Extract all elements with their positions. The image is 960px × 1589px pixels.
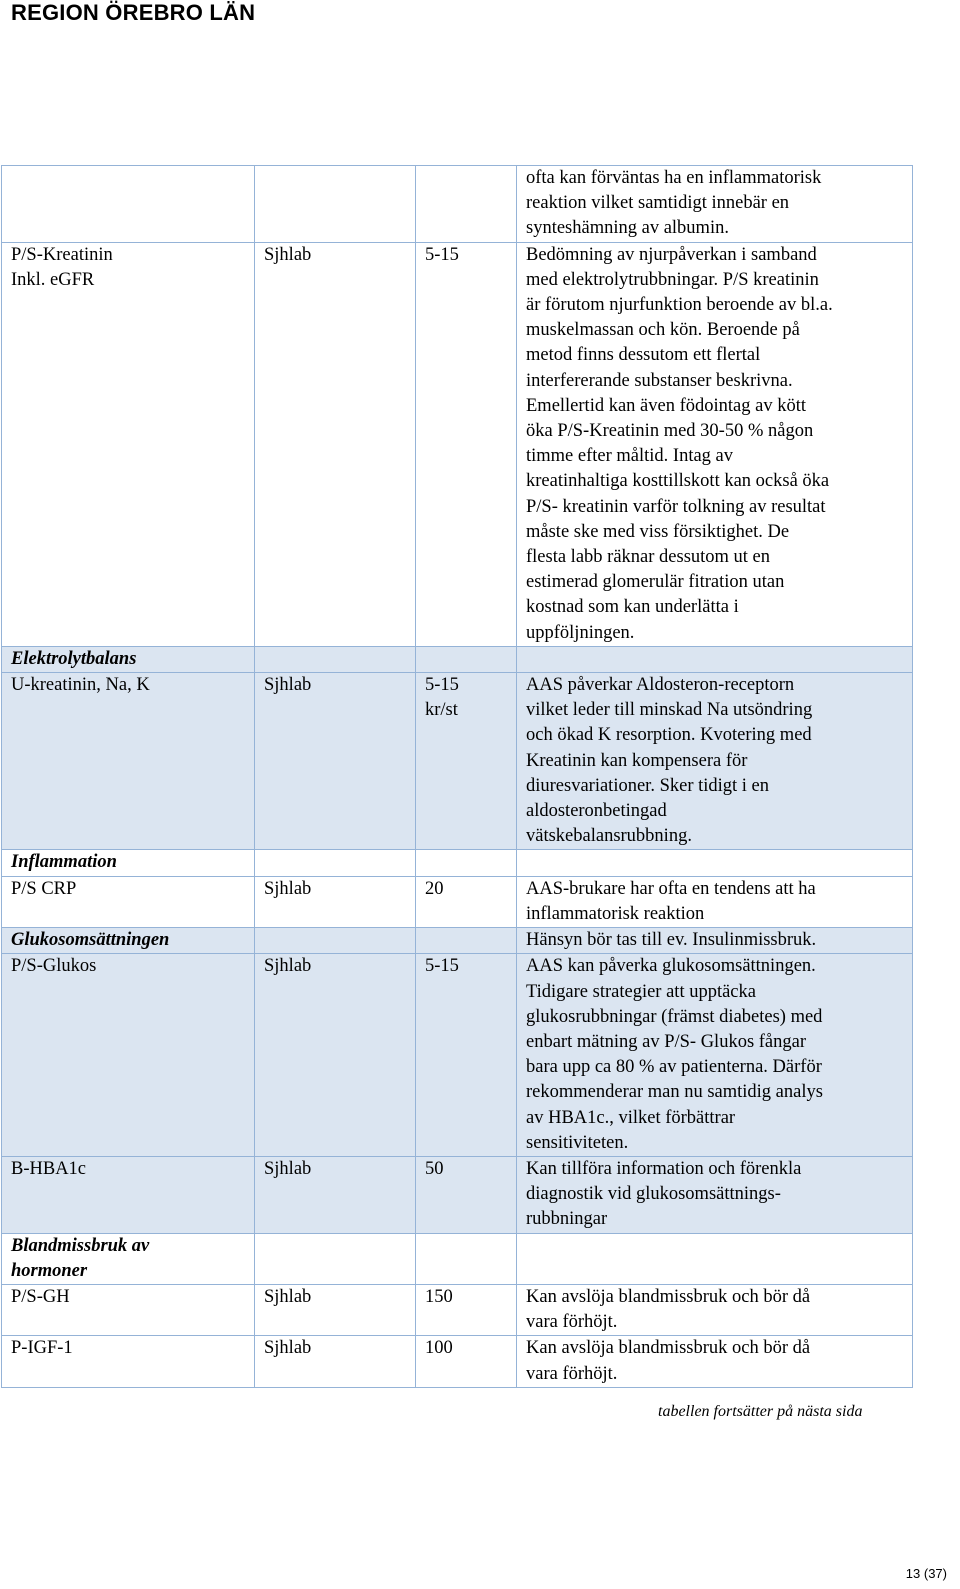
analysis-name-cell xyxy=(2,242,255,646)
analysis-name-text: P/S CRP xyxy=(11,878,77,899)
lab-cell xyxy=(255,850,416,876)
lab-cell xyxy=(255,242,416,646)
comment-cell xyxy=(517,1336,913,1387)
price-cell xyxy=(416,673,517,850)
page-header-title: REGION ÖREBRO LÄN xyxy=(11,0,256,25)
lab-text: Sjhlab xyxy=(264,1286,312,1307)
lab-text: Sjhlab xyxy=(264,1338,312,1359)
category-heading: Elektrolytbalans xyxy=(11,648,137,669)
analysis-table xyxy=(1,165,913,1388)
price-cell xyxy=(416,1336,517,1387)
price-cell xyxy=(416,850,517,876)
price-text: 50 xyxy=(425,1158,444,1179)
continuation-note: tabellen fortsätter på nästa sida xyxy=(658,1403,863,1420)
category-heading: Blandmissbruk av hormoner xyxy=(11,1235,150,1281)
table-row xyxy=(2,1284,913,1335)
comment-text: ofta kan förväntas ha en inflammatorisk reaktion vilket samtidigt innebär en synteshämning av albumin. xyxy=(526,168,822,239)
comment-text: Hänsyn bör tas till ev. Insulinmissbruk. xyxy=(526,930,817,951)
price-text: 5-15 xyxy=(425,244,459,265)
comment-text: AAS kan påverka glukosomsättningen. Tidigare strategier att upptäcka glukosrubbningar (främst diabetes) med enbart mätning av P/S- Glukos fångar bara upp ca 80 % av patienterna. Därför rekommenderar man nu samtidig analys av HBA1c., vilket förbättrar sensitiviteten. xyxy=(526,956,823,1153)
comment-cell xyxy=(517,954,913,1157)
analysis-name-cell xyxy=(2,673,255,850)
lab-text: Sjhlab xyxy=(264,878,312,899)
analysis-name-text: P/S-Glukos xyxy=(11,956,97,977)
analysis-name-cell xyxy=(2,646,255,672)
lab-cell xyxy=(255,928,416,954)
analysis-name-cell xyxy=(2,954,255,1157)
lab-cell xyxy=(255,876,416,927)
analysis-name-cell xyxy=(2,166,255,243)
comment-text: AAS påverkar Aldosteron-receptorn vilket leder till minskad Na utsöndring och ökad K resorption. Kvotering med Kreatinin kan kompensera för diuresvariationer. Sker tidigt i en aldosteronbetingad vätskebalansrubbning. xyxy=(526,675,813,847)
price-cell xyxy=(416,1284,517,1335)
analysis-table-body xyxy=(2,166,913,1388)
price-text: 20 xyxy=(425,878,444,899)
lab-text: Sjhlab xyxy=(264,675,312,696)
price-text: 5-15 xyxy=(425,956,459,977)
analysis-name-text: P/S-Kreatinin Inkl. eGFR xyxy=(11,244,113,290)
analysis-name-text: P-IGF-1 xyxy=(11,1338,73,1359)
price-cell xyxy=(416,1156,517,1233)
lab-cell xyxy=(255,954,416,1157)
lab-cell xyxy=(255,166,416,243)
price-cell xyxy=(416,1233,517,1284)
comment-cell xyxy=(517,1284,913,1335)
comment-cell xyxy=(517,876,913,927)
analysis-name-text: P/S-GH xyxy=(11,1286,70,1307)
category-heading: Inflammation xyxy=(11,852,117,873)
page-number: 13 (37) xyxy=(905,1566,947,1581)
analysis-name-text: U-kreatinin, Na, K xyxy=(11,675,150,696)
lab-cell xyxy=(255,1284,416,1335)
comment-text: Kan avslöja blandmissbruk och bör då vara förhöjt. xyxy=(526,1286,811,1333)
price-cell xyxy=(416,954,517,1157)
analysis-name-cell xyxy=(2,1336,255,1387)
table-row xyxy=(2,166,913,243)
table-row xyxy=(2,673,913,850)
lab-text: Sjhlab xyxy=(264,244,312,265)
category-heading: Glukosomsättningen xyxy=(11,930,170,951)
lab-cell xyxy=(255,673,416,850)
comment-text: Kan avslöja blandmissbruk och bör då vara förhöjt. xyxy=(526,1338,811,1384)
price-cell xyxy=(416,166,517,243)
analysis-name-cell xyxy=(2,876,255,927)
price-text: 100 xyxy=(425,1338,453,1359)
price-text: 150 xyxy=(425,1286,453,1307)
comment-cell xyxy=(517,166,913,243)
comment-cell xyxy=(517,673,913,850)
table-row xyxy=(2,928,913,954)
comment-cell xyxy=(517,1156,913,1233)
lab-cell xyxy=(255,1336,416,1387)
comment-text: Bedömning av njurpåverkan i samband med elektrolytrubbningar. P/S kreatinin är förutom njurfunktion beroende av bl.a. muskelmassan och kön. Beroende på metod finns dessutom ett flertal interfererande substanser beskrivna. Emellertid kan även födointag av kött öka P/S-Kreatinin med 30-50 % någon timme efter måltid. Intag av kreatinhaltiga kosttillskott kan också öka P/S- kreatinin varför tolkning av resultat måste ske med viss försiktighet. De flesta labb räknar dessutom ut en estimerad glomerulär fitration utan kostnad som kan underlätta i uppföljningen. xyxy=(526,244,833,643)
table-row xyxy=(2,242,913,646)
comment-text: AAS-brukare har ofta en tendens att ha inflammatorisk reaktion xyxy=(526,878,816,924)
comment-text: Kan tillföra information och förenkla diagnostik vid glukosomsättnings- rubbningar xyxy=(526,1158,802,1230)
price-cell xyxy=(416,242,517,646)
table-row xyxy=(2,1233,913,1284)
comment-cell xyxy=(517,928,913,954)
table-row xyxy=(2,1156,913,1233)
price-text: 5-15 kr/st xyxy=(425,675,459,721)
comment-cell xyxy=(517,1233,913,1284)
table-row xyxy=(2,876,913,927)
price-cell xyxy=(416,646,517,672)
price-cell xyxy=(416,876,517,927)
analysis-name-cell xyxy=(2,850,255,876)
lab-text: Sjhlab xyxy=(264,1158,312,1179)
comment-cell xyxy=(517,646,913,672)
comment-cell xyxy=(517,242,913,646)
analysis-name-cell xyxy=(2,1156,255,1233)
table-row xyxy=(2,646,913,672)
price-cell xyxy=(416,928,517,954)
lab-cell xyxy=(255,1233,416,1284)
comment-cell xyxy=(517,850,913,876)
analysis-name-cell xyxy=(2,1284,255,1335)
table-row xyxy=(2,954,913,1157)
analysis-name-cell xyxy=(2,928,255,954)
analysis-name-cell xyxy=(2,1233,255,1284)
lab-text: Sjhlab xyxy=(264,956,312,977)
analysis-name-text: B-HBA1c xyxy=(11,1158,87,1179)
lab-cell xyxy=(255,1156,416,1233)
table-row xyxy=(2,850,913,876)
table-row xyxy=(2,1336,913,1387)
lab-cell xyxy=(255,646,416,672)
